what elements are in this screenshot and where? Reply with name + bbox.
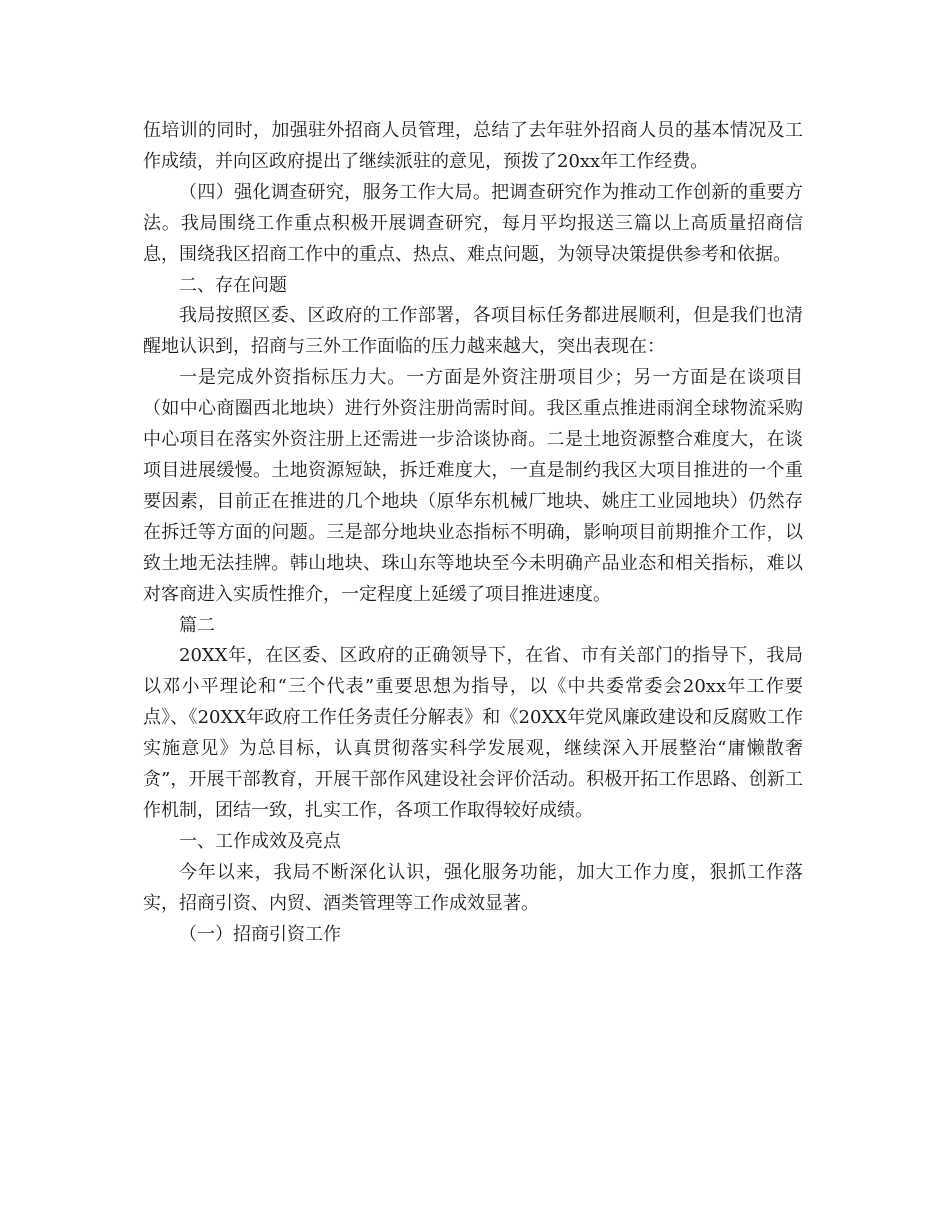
paragraph-section-4: （四）强化调查研究，服务工作大局。把调查研究作为推动工作创新的重要方法。我局围绕工作重点积极开展调查研究，每月平均报送三篇以上高质量招商信息，围绕我区招商工作中的重点、热点、难点问题，为领导决策提供参考和依据。: [143, 181, 803, 265]
heading-investment: （一）招商引资工作: [179, 923, 341, 945]
document-body: [143, 116, 803, 950]
paragraph-continued: 伍培训的同时，加强驻外招商人员管理，总结了去年驻外招商人员的基本情况及工作成绩，并向区政府提出了继续派驻的意见，预拨了20xx年工作经费。: [143, 120, 803, 172]
paragraph-problems-intro: 我局按照区委、区政府的工作部署，各项目标任务都进展顺利，但是我们也清醒地认识到，招商与三外工作面临的压力越来越大，突出表现在：: [143, 305, 803, 358]
heading-achievements: 一、工作成效及亮点: [179, 830, 341, 852]
paragraph-achievements: 今年以来，我局不断深化认识，强化服务功能，加大工作力度，狠抓工作落实，招商引资、内贸、酒类管理等工作成效显著。: [143, 861, 803, 914]
paragraph-part-two-intro: 20XX年，在区委、区政府的正确领导下，在省、市有关部门的指导下，我局以邓小平理论和“三个代表”重要思想为指导，以《中共委常委会20xx年工作要点》、《20XX年政府工作任务责任分解表》和《20XX年党风廉政建设和反腐败工作实施意见》为总目标，认真贯彻落实科学发展观，继续深入开展整治“庸懒散奢贪”，开展干部教育，开展干部作风建设社会评价活动。积极开拓工作思路、创新工作机制，团结一致，扎实工作，各项工作取得较好成绩。: [143, 645, 803, 821]
paragraph-problems-detail: 一是完成外资指标压力大。一方面是外资注册项目少；另一方面是在谈项目（如中心商圈西北地块）进行外资注册尚需时间。我区重点推进雨润全球物流采购中心项目在落实外资注册上还需进一步洽谈协商。二是土地资源整合难度大，在谈项目进展缓慢。土地资源短缺，拆迁难度大，一直是制约我区大项目推进的一个重要因素，目前正在推进的几个地块（原华东机械厂地块、姚庄工业园地块）仍然存在拆迁等方面的问题。三是部分地块业态指标不明确，影响项目前期推介工作，以致土地无法挂牌。韩山地块、珠山东等地块至今未明确产品业态和相关指标，难以对客商进入实质性推介，一定程度上延缓了项目推进速度。: [143, 367, 803, 605]
heading-existing-problems: 二、存在问题: [179, 274, 287, 296]
heading-part-two: 篇二: [179, 614, 215, 636]
